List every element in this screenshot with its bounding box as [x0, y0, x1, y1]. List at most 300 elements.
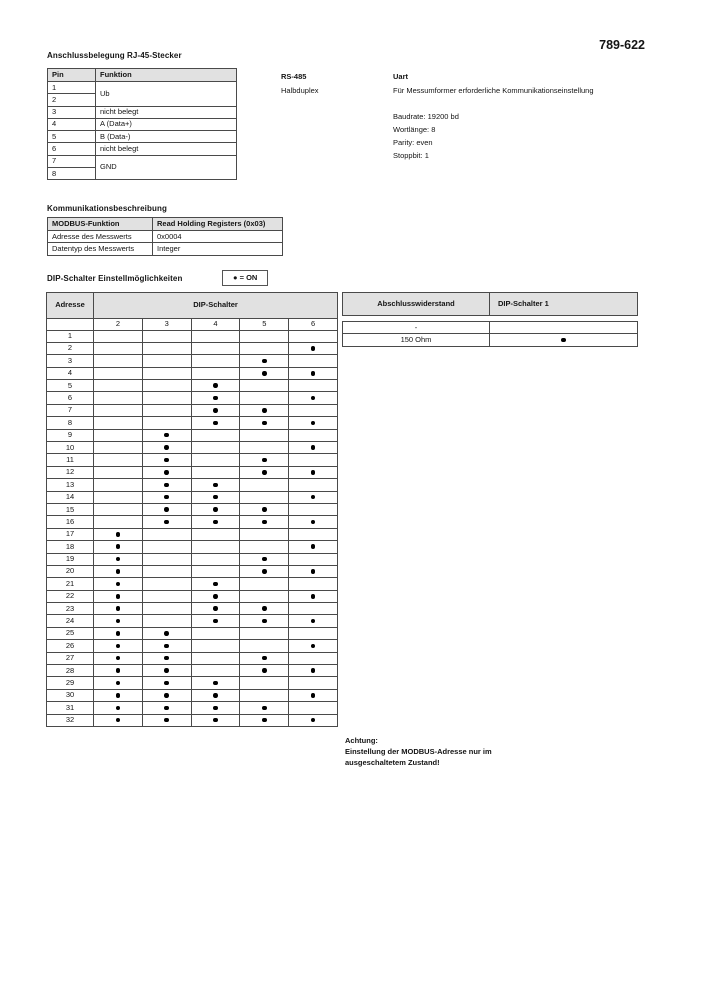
switch-on-dot	[262, 458, 267, 463]
doc-number: 789-622	[599, 38, 645, 52]
dip-address-cell: 18	[47, 541, 94, 553]
modbus-table	[47, 217, 283, 256]
dip-switch-cell	[289, 528, 338, 540]
dip-switch-cell	[191, 528, 240, 540]
dip-table-row	[47, 429, 338, 441]
dip-table-row	[47, 714, 338, 726]
dip-switch-cell	[191, 603, 240, 615]
dip-switch-cell	[240, 590, 289, 602]
dip-address-cell: 20	[47, 565, 94, 577]
dip-switch-cell	[142, 528, 191, 540]
dip-switch-cell	[142, 541, 191, 553]
dip-table-row	[47, 640, 338, 652]
pin-number-cell: 7	[48, 155, 96, 167]
switch-on-dot	[213, 619, 218, 624]
termination-table	[342, 321, 638, 347]
dip-switch-cell	[142, 342, 191, 354]
dip-switch-cell	[289, 565, 338, 577]
dip-switch-1-header: DIP-Schalter 1	[490, 293, 638, 316]
switch-on-dot	[213, 507, 218, 512]
switch-on-dot	[311, 619, 316, 624]
dip-switch-cell	[94, 442, 143, 454]
switch-on-dot	[164, 644, 169, 649]
dip-switch-cell	[191, 342, 240, 354]
switch-on-dot	[164, 631, 169, 636]
switch-on-dot	[262, 656, 267, 661]
dip-switch-cell	[289, 516, 338, 528]
dip-switch-cell	[240, 342, 289, 354]
switch-on-dot	[164, 681, 169, 686]
pin-table-row	[48, 131, 237, 143]
dip-switch-cell	[240, 565, 289, 577]
switch-on-dot	[116, 606, 121, 611]
switch-on-dot	[311, 594, 316, 599]
switch-on-dot	[116, 532, 121, 537]
dip-address-cell: 31	[47, 702, 94, 714]
switch-on-dot	[116, 594, 121, 599]
dip-switch-cell	[191, 565, 240, 577]
dip-table-row	[47, 392, 338, 404]
dip-switch-cell	[191, 380, 240, 392]
dip-switch-cell	[94, 541, 143, 553]
dip-switch-cell	[142, 578, 191, 590]
switch-on-dot	[164, 433, 169, 438]
dip-switch-cell	[240, 578, 289, 590]
modbus-value-cell: 0x0004	[153, 231, 283, 243]
dip-switch-cell	[240, 491, 289, 503]
switch-on-dot	[311, 569, 316, 574]
dip-address-cell: 17	[47, 528, 94, 540]
dip-switch-cell	[289, 442, 338, 454]
switch-on-dot	[213, 706, 218, 711]
dip-switch-cell	[142, 429, 191, 441]
dip-address-cell: 26	[47, 640, 94, 652]
dip-switch-cell	[289, 417, 338, 429]
switch-on-dot	[262, 520, 267, 525]
dip-table-row	[47, 466, 338, 478]
switch-on-dot	[262, 421, 267, 426]
dip-address-cell: 1	[47, 330, 94, 342]
dip-switch-cell	[94, 627, 143, 639]
dip-switch-cell	[240, 503, 289, 515]
switch-on-dot	[311, 445, 316, 450]
dip-address-cell: 14	[47, 491, 94, 503]
switch-on-dot	[164, 445, 169, 450]
modbus-value-cell: Integer	[153, 243, 283, 255]
dip-switch-cell	[240, 615, 289, 627]
dip-switch-cell	[289, 392, 338, 404]
dip-switch-cell	[240, 528, 289, 540]
dip-switch-cell	[94, 553, 143, 565]
dip-switch-cell	[94, 528, 143, 540]
switch-on-dot	[262, 706, 267, 711]
switch-on-dot	[262, 470, 267, 475]
switch-on-dot	[213, 408, 218, 413]
switch-on-dot	[164, 706, 169, 711]
dip-address-cell: 7	[47, 404, 94, 416]
dip-switch-cell	[240, 627, 289, 639]
switch-on-dot	[164, 495, 169, 500]
dip-address-cell: 15	[47, 503, 94, 515]
dip-switch-cell	[191, 689, 240, 701]
dip-section-title: DIP-Schalter Einstellmöglichkeiten	[47, 274, 183, 283]
pin-col-header: Pin	[48, 69, 96, 82]
dip-switch-cell	[142, 503, 191, 515]
pin-number-cell: 8	[48, 168, 96, 180]
dip-switch-cell	[142, 404, 191, 416]
dip-switch-cell	[142, 454, 191, 466]
dip-switch-cell	[191, 541, 240, 553]
dip-switch-cell	[240, 466, 289, 478]
dip-switch-table	[46, 292, 338, 727]
modbus-label-cell: Datentyp des Messwerts	[48, 243, 153, 255]
switch-on-dot	[311, 693, 316, 698]
dip-switch-cell	[142, 392, 191, 404]
uart-setting-line: Baudrate: 19200 bd	[393, 112, 459, 121]
dip-switch-cell	[94, 380, 143, 392]
pin-table	[47, 68, 237, 180]
dip-switch-cell	[289, 665, 338, 677]
address-col-header: Adresse	[47, 293, 94, 319]
dip-switch-cell	[240, 541, 289, 553]
warning-line: ausgeschaltetem Zustand!	[345, 758, 440, 767]
dip-switch-cell	[289, 404, 338, 416]
dip-switch-cell	[142, 665, 191, 677]
dip-switch-cell	[142, 466, 191, 478]
dip-address-cell: 11	[47, 454, 94, 466]
uart-setting-line: Stoppbit: 1	[393, 151, 429, 160]
dip-address-cell: 16	[47, 516, 94, 528]
switch-on-dot	[561, 338, 566, 343]
dip-switch-cell	[94, 330, 143, 342]
dip-switch-cell	[142, 590, 191, 602]
pin-function-cell: A (Data+)	[96, 118, 237, 130]
dip-table-body	[47, 330, 338, 727]
dip-switch-cell	[142, 553, 191, 565]
dip-switch-cell	[289, 355, 338, 367]
pin-number-cell: 2	[48, 94, 96, 106]
dip-switch-cell	[142, 380, 191, 392]
dip-address-cell: 21	[47, 578, 94, 590]
dip-table-row	[47, 615, 338, 627]
dip-switch-cell	[289, 677, 338, 689]
switch-6-header: 6	[289, 319, 338, 331]
switch-on-dot	[213, 495, 218, 500]
switch-on-dot	[262, 359, 267, 364]
pin-table-header-row	[48, 69, 237, 82]
dip-switch-cell	[191, 417, 240, 429]
dip-switch-cell	[289, 330, 338, 342]
switch-4-header: 4	[191, 319, 240, 331]
pin-number-cell: 1	[48, 82, 96, 94]
dip-table-row	[47, 553, 338, 565]
dip-switch-cell	[94, 392, 143, 404]
switch-on-dot	[311, 520, 316, 525]
pin-table-body	[48, 82, 237, 180]
pin-table-row	[48, 143, 237, 155]
dip-switch-cell	[142, 702, 191, 714]
dip-switch-cell	[191, 429, 240, 441]
pin-table-row	[48, 118, 237, 130]
dip-switch-cell	[240, 689, 289, 701]
switch-on-dot	[311, 495, 316, 500]
dip-switch-cell	[191, 553, 240, 565]
switch-on-dot	[213, 483, 218, 488]
dip-switch-cell	[142, 355, 191, 367]
dip-switch-cell	[240, 417, 289, 429]
modbus-table-header	[48, 218, 283, 231]
uart-setting-line: Wortlänge: 8	[393, 125, 436, 134]
dip-switch-cell	[289, 342, 338, 354]
switch-on-dot	[262, 606, 267, 611]
dip-table-row	[47, 590, 338, 602]
dip-switch-cell	[94, 640, 143, 652]
dip-table-row	[47, 627, 338, 639]
switch-on-dot	[164, 458, 169, 463]
dip-switch-cell	[289, 367, 338, 379]
switch-on-dot	[262, 507, 267, 512]
switch-on-dot	[116, 644, 121, 649]
dip-switch-cell	[94, 367, 143, 379]
dip-address-cell: 30	[47, 689, 94, 701]
modbus-table-row	[48, 243, 283, 255]
dip-switch-cell	[191, 392, 240, 404]
switch-on-dot	[262, 569, 267, 574]
dip-switch-cell	[94, 714, 143, 726]
pin-table-header	[48, 69, 237, 82]
dip-address-cell: 3	[47, 355, 94, 367]
switch-on-dot	[116, 693, 121, 698]
dip-switch-cell	[289, 429, 338, 441]
dip-table-row	[47, 367, 338, 379]
dip-switch-cell	[142, 689, 191, 701]
rj45-section-title: Anschlussbelegung RJ-45-Stecker	[47, 51, 182, 60]
dip-switch-cell	[191, 491, 240, 503]
switch-number-spacer	[47, 319, 94, 331]
dip-table-row	[47, 355, 338, 367]
switch-on-dot	[213, 582, 218, 587]
dip-switch-cell	[94, 689, 143, 701]
switch-on-dot	[311, 470, 316, 475]
switch-on-dot	[213, 396, 218, 401]
dip-switch-cell	[191, 677, 240, 689]
switch-on-dot	[213, 681, 218, 686]
switch-on-dot	[116, 718, 121, 723]
dip-address-cell: 6	[47, 392, 94, 404]
switch-on-dot	[311, 396, 316, 401]
switch-on-dot	[164, 718, 169, 723]
dip-group-header: DIP-Schalter	[94, 293, 338, 319]
dip-table-row	[47, 404, 338, 416]
dip-switch-cell	[240, 603, 289, 615]
pin-number-cell: 6	[48, 143, 96, 155]
pin-number-cell: 3	[48, 106, 96, 118]
dip-table-row	[47, 677, 338, 689]
dip-switch-cell	[191, 652, 240, 664]
dip-switch-cell	[94, 702, 143, 714]
switch-on-dot	[311, 346, 316, 351]
kommunikation-section-title: Kommunikationsbeschreibung	[47, 204, 167, 213]
dip-switch-cell	[191, 367, 240, 379]
dip-switch-cell	[191, 590, 240, 602]
switch-on-dot	[213, 718, 218, 723]
dip-switch-cell	[240, 677, 289, 689]
switch-on-dot	[262, 668, 267, 673]
dip-table-row	[47, 541, 338, 553]
dip-switch-cell	[289, 615, 338, 627]
termination-label-cell: -	[343, 322, 490, 334]
dip-switch-cell	[191, 503, 240, 515]
dip-table-row	[47, 503, 338, 515]
pin-function-cell: B (Data-)	[96, 131, 237, 143]
dip-switch-cell	[191, 454, 240, 466]
dip-table-row	[47, 516, 338, 528]
switch-on-dot	[213, 421, 218, 426]
pin-function-cell: GND	[96, 155, 237, 180]
switch-on-dot	[116, 619, 121, 624]
termination-header-row	[343, 293, 638, 316]
pin-function-cell: nicht belegt	[96, 106, 237, 118]
dip-table-row	[47, 603, 338, 615]
dip-switch-cell	[191, 714, 240, 726]
dip-switch-cell	[94, 454, 143, 466]
switch-on-dot	[311, 644, 316, 649]
dip-switch-cell	[289, 503, 338, 515]
dip-switch-cell	[142, 491, 191, 503]
dip-switch-cell	[191, 615, 240, 627]
dip-switch-cell	[240, 442, 289, 454]
dip-switch-cell	[289, 652, 338, 664]
dip-address-cell: 5	[47, 380, 94, 392]
dip-switch-cell	[191, 516, 240, 528]
switch-on-dot	[116, 582, 121, 587]
dip-switch-cell	[289, 714, 338, 726]
switch-on-dot	[164, 693, 169, 698]
termination-table-row	[343, 334, 638, 346]
dip-switch-cell	[94, 590, 143, 602]
dip-table-header	[47, 293, 338, 331]
dip-switch-cell	[191, 665, 240, 677]
dip-switch-cell	[240, 714, 289, 726]
dip-address-cell: 13	[47, 479, 94, 491]
switch-on-dot	[262, 619, 267, 624]
switch-on-dot	[262, 371, 267, 376]
pin-table-row	[48, 106, 237, 118]
dip-switch-cell	[289, 553, 338, 565]
dip-group-header-row	[47, 293, 338, 319]
dip-switch-cell	[94, 578, 143, 590]
dip-switch-cell	[142, 516, 191, 528]
dip-switch-cell	[289, 578, 338, 590]
dip-switch-cell	[94, 429, 143, 441]
pin-function-cell: Ub	[96, 82, 237, 107]
dip-switch-cell	[240, 652, 289, 664]
pin-table-row	[48, 82, 237, 94]
funktion-col-header: Funktion	[96, 69, 237, 82]
switch-2-header: 2	[94, 319, 143, 331]
dip-switch-cell	[191, 442, 240, 454]
pin-number-cell: 4	[48, 118, 96, 130]
switch-on-dot	[311, 421, 316, 426]
dip-table-row	[47, 528, 338, 540]
uart-description: Für Messumformer erforderliche Kommunikationseinstellung	[393, 86, 594, 95]
dip-address-cell: 28	[47, 665, 94, 677]
dip-switch-cell	[191, 578, 240, 590]
dip-switch-cell	[142, 627, 191, 639]
dip-switch-cell	[142, 677, 191, 689]
dip-switch-cell	[289, 454, 338, 466]
dip-switch-cell	[240, 665, 289, 677]
switch-on-dot	[213, 520, 218, 525]
dip-address-cell: 32	[47, 714, 94, 726]
switch-on-dot	[213, 594, 218, 599]
dip-switch-cell	[289, 541, 338, 553]
dip-switch-cell	[142, 479, 191, 491]
dip-switch-cell	[240, 429, 289, 441]
dip-switch-cell	[94, 615, 143, 627]
rs485-block	[281, 70, 319, 98]
dip-switch-cell	[289, 380, 338, 392]
uart-settings	[393, 110, 683, 162]
dip-switch-cell	[142, 442, 191, 454]
dip-switch-cell	[191, 627, 240, 639]
dip-address-cell: 27	[47, 652, 94, 664]
dip-switch-cell	[289, 627, 338, 639]
dip-table-row	[47, 380, 338, 392]
termination-switch-cell	[490, 322, 638, 334]
dip-switch-cell	[94, 479, 143, 491]
modbus-register-header: Read Holding Registers (0x03)	[153, 218, 283, 231]
dip-address-cell: 22	[47, 590, 94, 602]
dip-switch-cell	[289, 479, 338, 491]
warning-lines	[345, 746, 492, 768]
dip-address-cell: 9	[47, 429, 94, 441]
modbus-function-header: MODBUS-Funktion	[48, 218, 153, 231]
dip-address-cell: 12	[47, 466, 94, 478]
dip-switch-cell	[240, 392, 289, 404]
switch-3-header: 3	[142, 319, 191, 331]
dip-switch-cell	[94, 665, 143, 677]
dip-address-cell: 8	[47, 417, 94, 429]
switch-on-dot	[164, 656, 169, 661]
dip-table-row	[47, 565, 338, 577]
dip-address-cell: 23	[47, 603, 94, 615]
switch-on-dot	[164, 483, 169, 488]
termination-table-body	[343, 322, 638, 347]
dip-switch-cell	[94, 503, 143, 515]
switch-on-dot	[213, 606, 218, 611]
dip-switch-cell	[240, 367, 289, 379]
switch-on-dot	[116, 544, 121, 549]
dip-address-cell: 2	[47, 342, 94, 354]
dip-switch-cell	[240, 330, 289, 342]
dip-switch-cell	[94, 417, 143, 429]
termination-label-cell: 150 Ohm	[343, 334, 490, 346]
dip-switch-cell	[289, 640, 338, 652]
dip-switch-cell	[240, 380, 289, 392]
dip-table-row	[47, 491, 338, 503]
dip-switch-cell	[240, 640, 289, 652]
switch-on-dot	[116, 631, 121, 636]
switch-on-dot	[213, 693, 218, 698]
dip-switch-cell	[142, 417, 191, 429]
dip-switch-cell	[289, 590, 338, 602]
dip-table-row	[47, 665, 338, 677]
switch-on-dot	[262, 557, 267, 562]
dip-switch-cell	[94, 565, 143, 577]
pin-table-row	[48, 155, 237, 167]
dip-table-row	[47, 442, 338, 454]
